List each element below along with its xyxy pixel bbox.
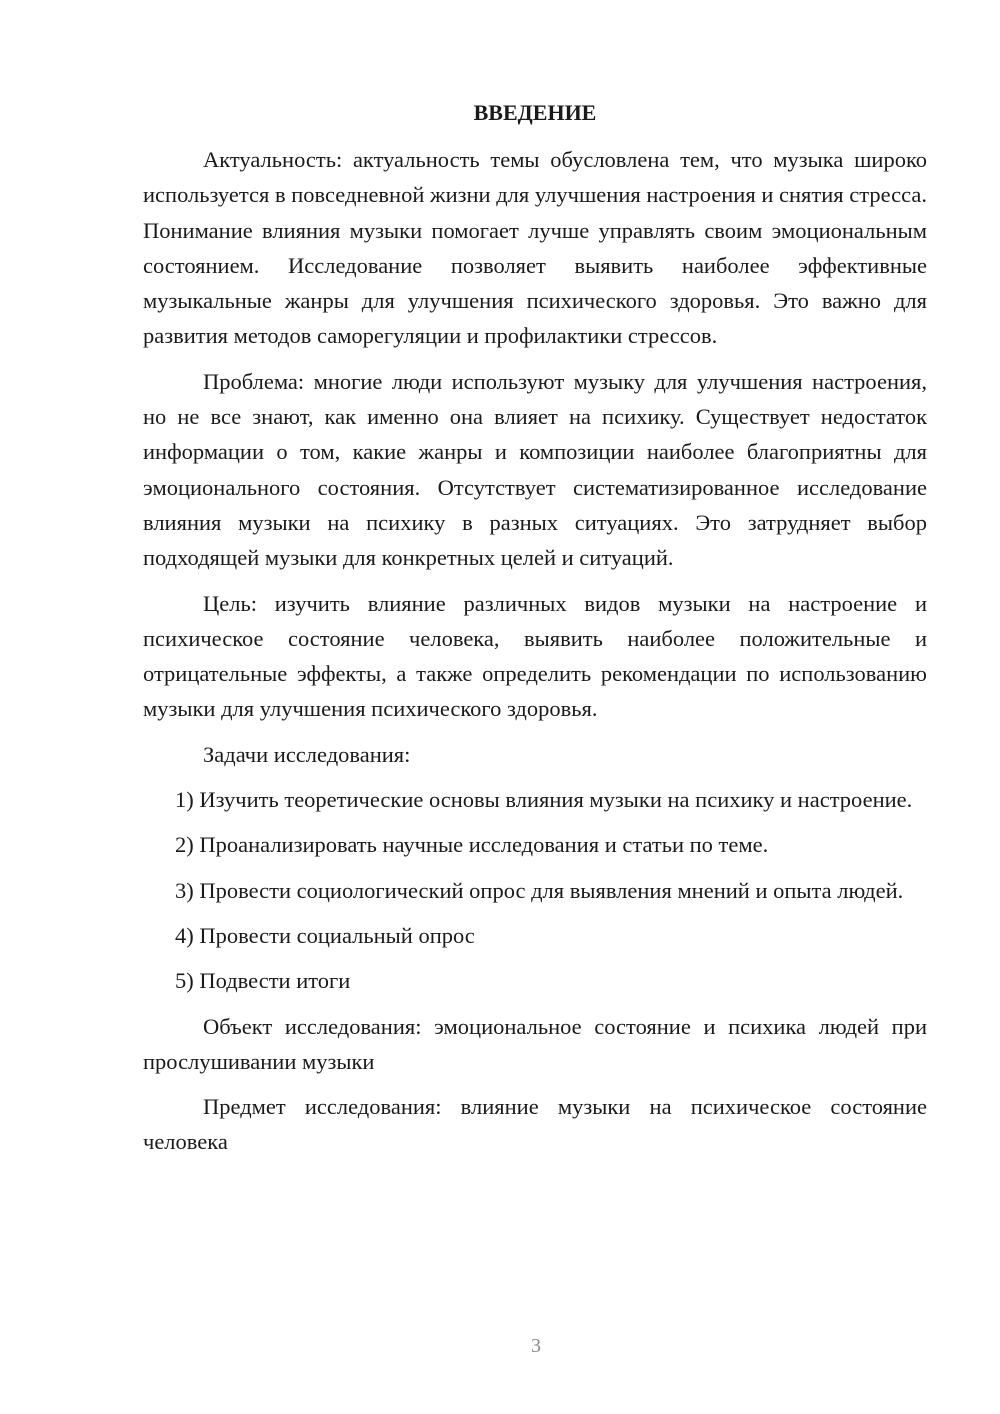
relevance-paragraph: Актуальность: актуальность темы обусловлена тем, что музыка широко используется в повседневной жизни для улучшения настроения и снятия стресса. Понимание влияния музыки помогает лучше управлять своим эмоциональным состоянием. Исследование позволяет выявить наиболее эффективные музыкальные жанры для улучшения психического здоровья. Это важно для развития методов саморегуляции и профилактики стрессов. bbox=[143, 147, 927, 349]
task-item: 5) Подвести итоги bbox=[175, 968, 351, 994]
task-item: 4) Провести социальный опрос bbox=[175, 922, 475, 948]
object-paragraph: Объект исследования: эмоциональное состояние и психика людей при прослушивании музыки bbox=[143, 1013, 927, 1074]
page-number: 3 bbox=[531, 1335, 541, 1357]
tasks-heading: Задачи исследования: bbox=[203, 741, 411, 767]
subject-paragraph: Предмет исследования: влияние музыки на психическое состояние человека bbox=[143, 1094, 927, 1155]
task-item: 1) Изучить теоретические основы влияния музыки на психику и настроение. bbox=[175, 787, 913, 813]
task-item: 3) Провести социологический опрос для выявления мнений и опыта людей. bbox=[175, 877, 904, 903]
problem-paragraph: Проблема: многие люди используют музыку для улучшения настроения, но не все знают, как именно она влияет на психику. Существует недостаток информации о том, какие жанры и композиции наиболее благоприятны для эмоционального состояния. Отсутствует систематизированное исследование влияния музыки на психику в разных ситуациях. Это затрудняет выбор подходящей музыки для конкретных целей и ситуаций. bbox=[143, 368, 927, 571]
page-title: ВВЕДЕНИЕ bbox=[473, 100, 597, 125]
goal-paragraph: Цель: изучить влияние различных видов музыки на настроение и психическое состояние человека, выявить наиболее положительные и отрицательные эффекты, а также определить рекомендации по использованию музыки для улучшения психического здоровья. bbox=[143, 590, 927, 722]
task-item: 2) Проанализировать научные исследования и статьи по теме. bbox=[175, 832, 769, 858]
page-content bbox=[143, 95, 927, 1170]
